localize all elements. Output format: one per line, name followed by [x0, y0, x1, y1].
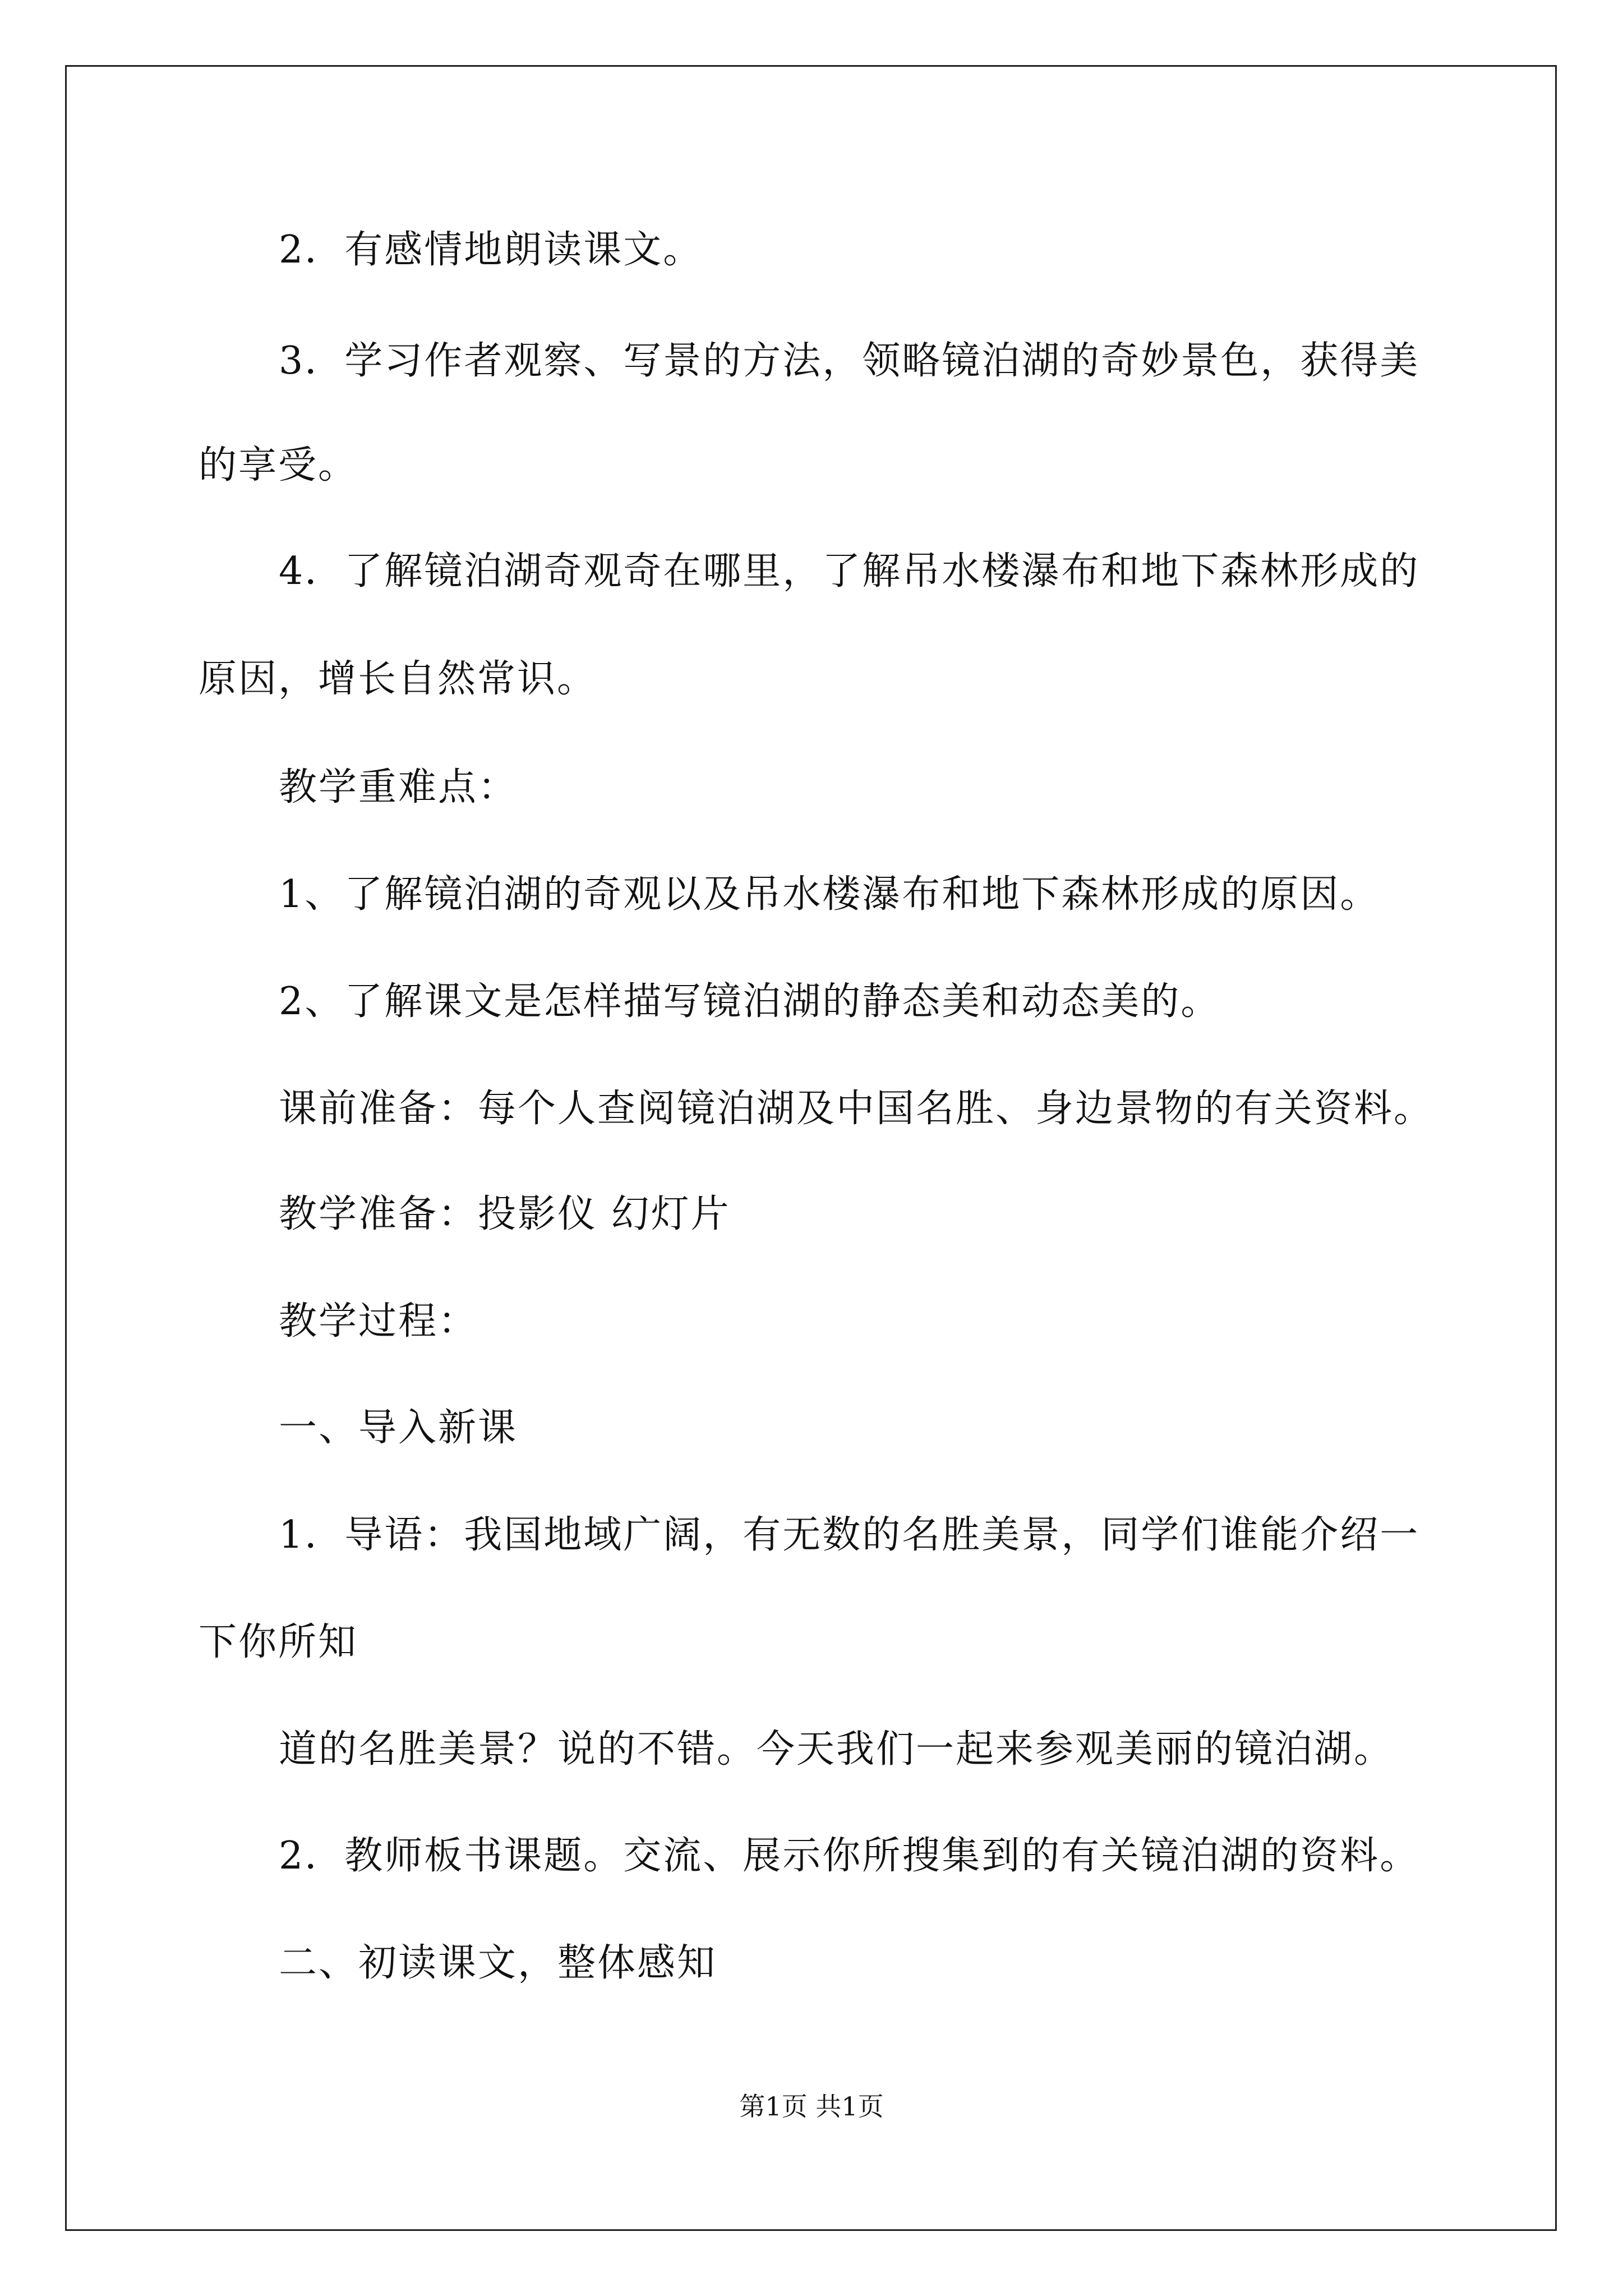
page-footer: 第1页 共1页 [739, 2091, 884, 2122]
paragraph-line-17: 二、初读课文，整体感知 [279, 1941, 717, 1985]
paragraph-line-8: 2、了解课文是怎样描写镜泊湖的静态美和动态美的。 [279, 979, 1221, 1024]
paragraph-line-3: 的享受。 [199, 443, 358, 487]
paragraph-line-9: 课前准备：每个人查阅镜泊湖及中国名胜、身边景物的有关资料。 [279, 1087, 1434, 1131]
paragraph-line-6: 教学重难点： [279, 765, 518, 809]
paragraph-line-16: 2．教师板书课题。交流、展示你所搜集到的有关镜泊湖的资料。 [279, 1834, 1420, 1878]
paragraph-line-7: 1、了解镜泊湖的奇观以及吊水楼瀑布和地下森林形成的原因。 [279, 872, 1380, 917]
page-border [65, 65, 1557, 2231]
paragraph-line-11: 教学过程： [279, 1299, 478, 1343]
paragraph-line-5: 原因，增长自然常识。 [199, 657, 597, 701]
paragraph-line-1: 2．有感情地朗读课文。 [279, 228, 703, 272]
paragraph-line-13: 1．导语：我国地域广阔，有无数的名胜美景，同学们谁能介绍一 [279, 1513, 1420, 1557]
paragraph-line-4: 4．了解镜泊湖奇观奇在哪里，了解吊水楼瀑布和地下森林形成的 [279, 549, 1420, 593]
paragraph-line-2: 3．学习作者观察、写景的方法，领略镜泊湖的奇妙景色，获得美 [279, 339, 1420, 383]
paragraph-line-15: 道的名胜美景？说的不错。今天我们一起来参观美丽的镜泊湖。 [279, 1727, 1394, 1772]
paragraph-line-10: 教学准备：投影仪 幻灯片 [279, 1192, 731, 1236]
paragraph-line-12: 一、导入新课 [279, 1406, 518, 1450]
paragraph-line-14: 下你所知 [199, 1620, 358, 1664]
